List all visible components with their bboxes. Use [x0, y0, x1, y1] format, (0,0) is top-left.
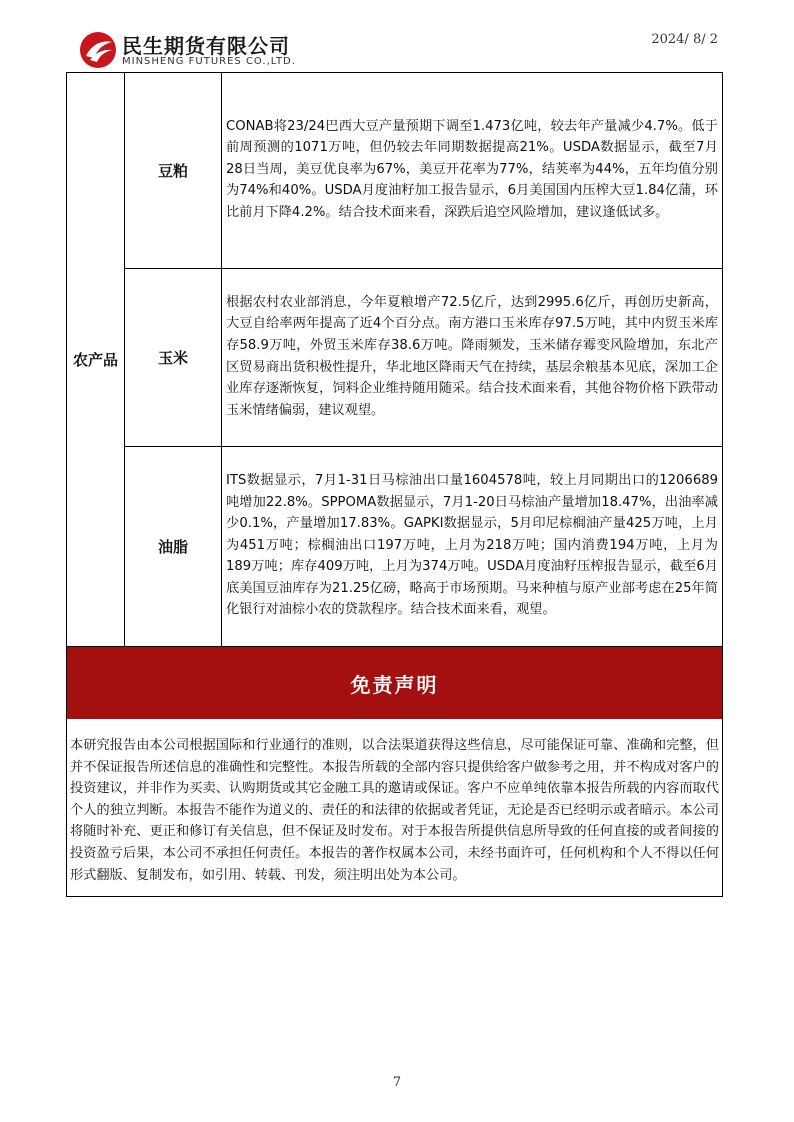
category-cell: 农产品 [67, 73, 125, 647]
minsheng-logo-icon [78, 30, 118, 70]
disclaimer-text: 本研究报告由本公司根据国际和行业通行的准则，以合法渠道获得这些信息，尽可能保证可靠、准确和完整，但并不保证报告所述信息的准确性和完整性。本报告所载的全部内容只提供给客户做参考之用，并不构成对客户的投资建议，并非作为买卖、认购期货或其它金融工具的邀请或保证。客户不应单纯依靠本报告所载的内容而取代个人的独立判断。本报告不能作为道义的、责任的和法律的依据或者凭证，无论是否已经明示或者暗示。本公司将随时补充、更正和修订有关信息，但不保证及时发布。对于本报告所提供信息所导致的任何直接的或者间接的投资盈亏后果，本公司不承担任何责任。本报告的著作权属本公司，未经书面许可，任何机构和个人不得以任何形式翻版、复制发布，如引用、转载、刊发，须注明出处为本公司。 [66, 719, 723, 897]
company-name-cn: 民生期货有限公司 [122, 34, 290, 58]
analysis-text: CONAB将23/24巴西大豆产量预期下调至1.473亿吨，较去年产量减少4.7%。低于前周预测的1071万吨，但仍较去年同期数据提高21%。USDA数据显示，截至7月28日当周，美豆优良率为67%，美豆开花率为77%，结荚率为44%，五年均值分别为74%和40%。USDA月度油籽加工报告显示，6月美国国内压榨大豆1.84亿蒲，环比前月下降4.2%。结合技术面来看，深跌后追空风险增加，建议逢低试多。 [222, 73, 723, 269]
commodity-table [66, 72, 723, 647]
analysis-text: ITS数据显示，7月1-31日马棕油出口量1604578吨，较上月同期出口的1206689吨增加22.8%。SPPOMA数据显示，7月1-20日马棕油产量增加18.47%，出油率减少0.1%，产量增加17.83%。GAPKI数据显示，5月印尼棕榈油产量425万吨，上月为451万吨；棕榈油出口197万吨，上月为218万吨；国内消费194万吨，上月为189万吨；库存409万吨，上月为374万吨。USDA月度油籽压榨报告显示，截至6月底美国豆油库存为21.25亿磅，略高于市场预期。马来种植与原产业部考虑在25年简化银行对油棕小农的贷款程序。结合技术面来看，观望。 [222, 447, 723, 647]
report-date: 2024/ 8/ 2 [651, 32, 718, 47]
company-name-en: MINSHENG FUTURES CO.,LTD. [122, 56, 296, 67]
table-row [67, 447, 723, 647]
disclaimer-title: 免责声明 [350, 672, 439, 697]
company-logo [78, 28, 338, 70]
report-content [66, 72, 723, 897]
disclaimer-banner [66, 647, 723, 719]
table-row [67, 73, 723, 269]
product-cell: 豆粕 [125, 73, 222, 269]
page-header [0, 0, 794, 72]
product-cell: 玉米 [125, 269, 222, 447]
product-cell: 油脂 [125, 447, 222, 647]
analysis-text: 根据农村农业部消息，今年夏粮增产72.5亿斤，达到2995.6亿斤，再创历史新高，大豆自给率两年提高了近4个百分点。南方港口玉米库存97.5万吨，其中内贸玉米库存58.9万吨，外贸玉米库存38.6万吨。降雨频发，玉米储存霉变风险增加，东北产区贸易商出货积极性提升，华北地区降雨天气在持续，基层余粮基本见底，深加工企业库存逐渐恢复，饲料企业维持随用随采。结合技术面来看，其他谷物价格下跌带动玉米情绪偏弱，建议观望。 [222, 269, 723, 447]
table-row [67, 269, 723, 447]
page-number: 7 [392, 1075, 402, 1090]
